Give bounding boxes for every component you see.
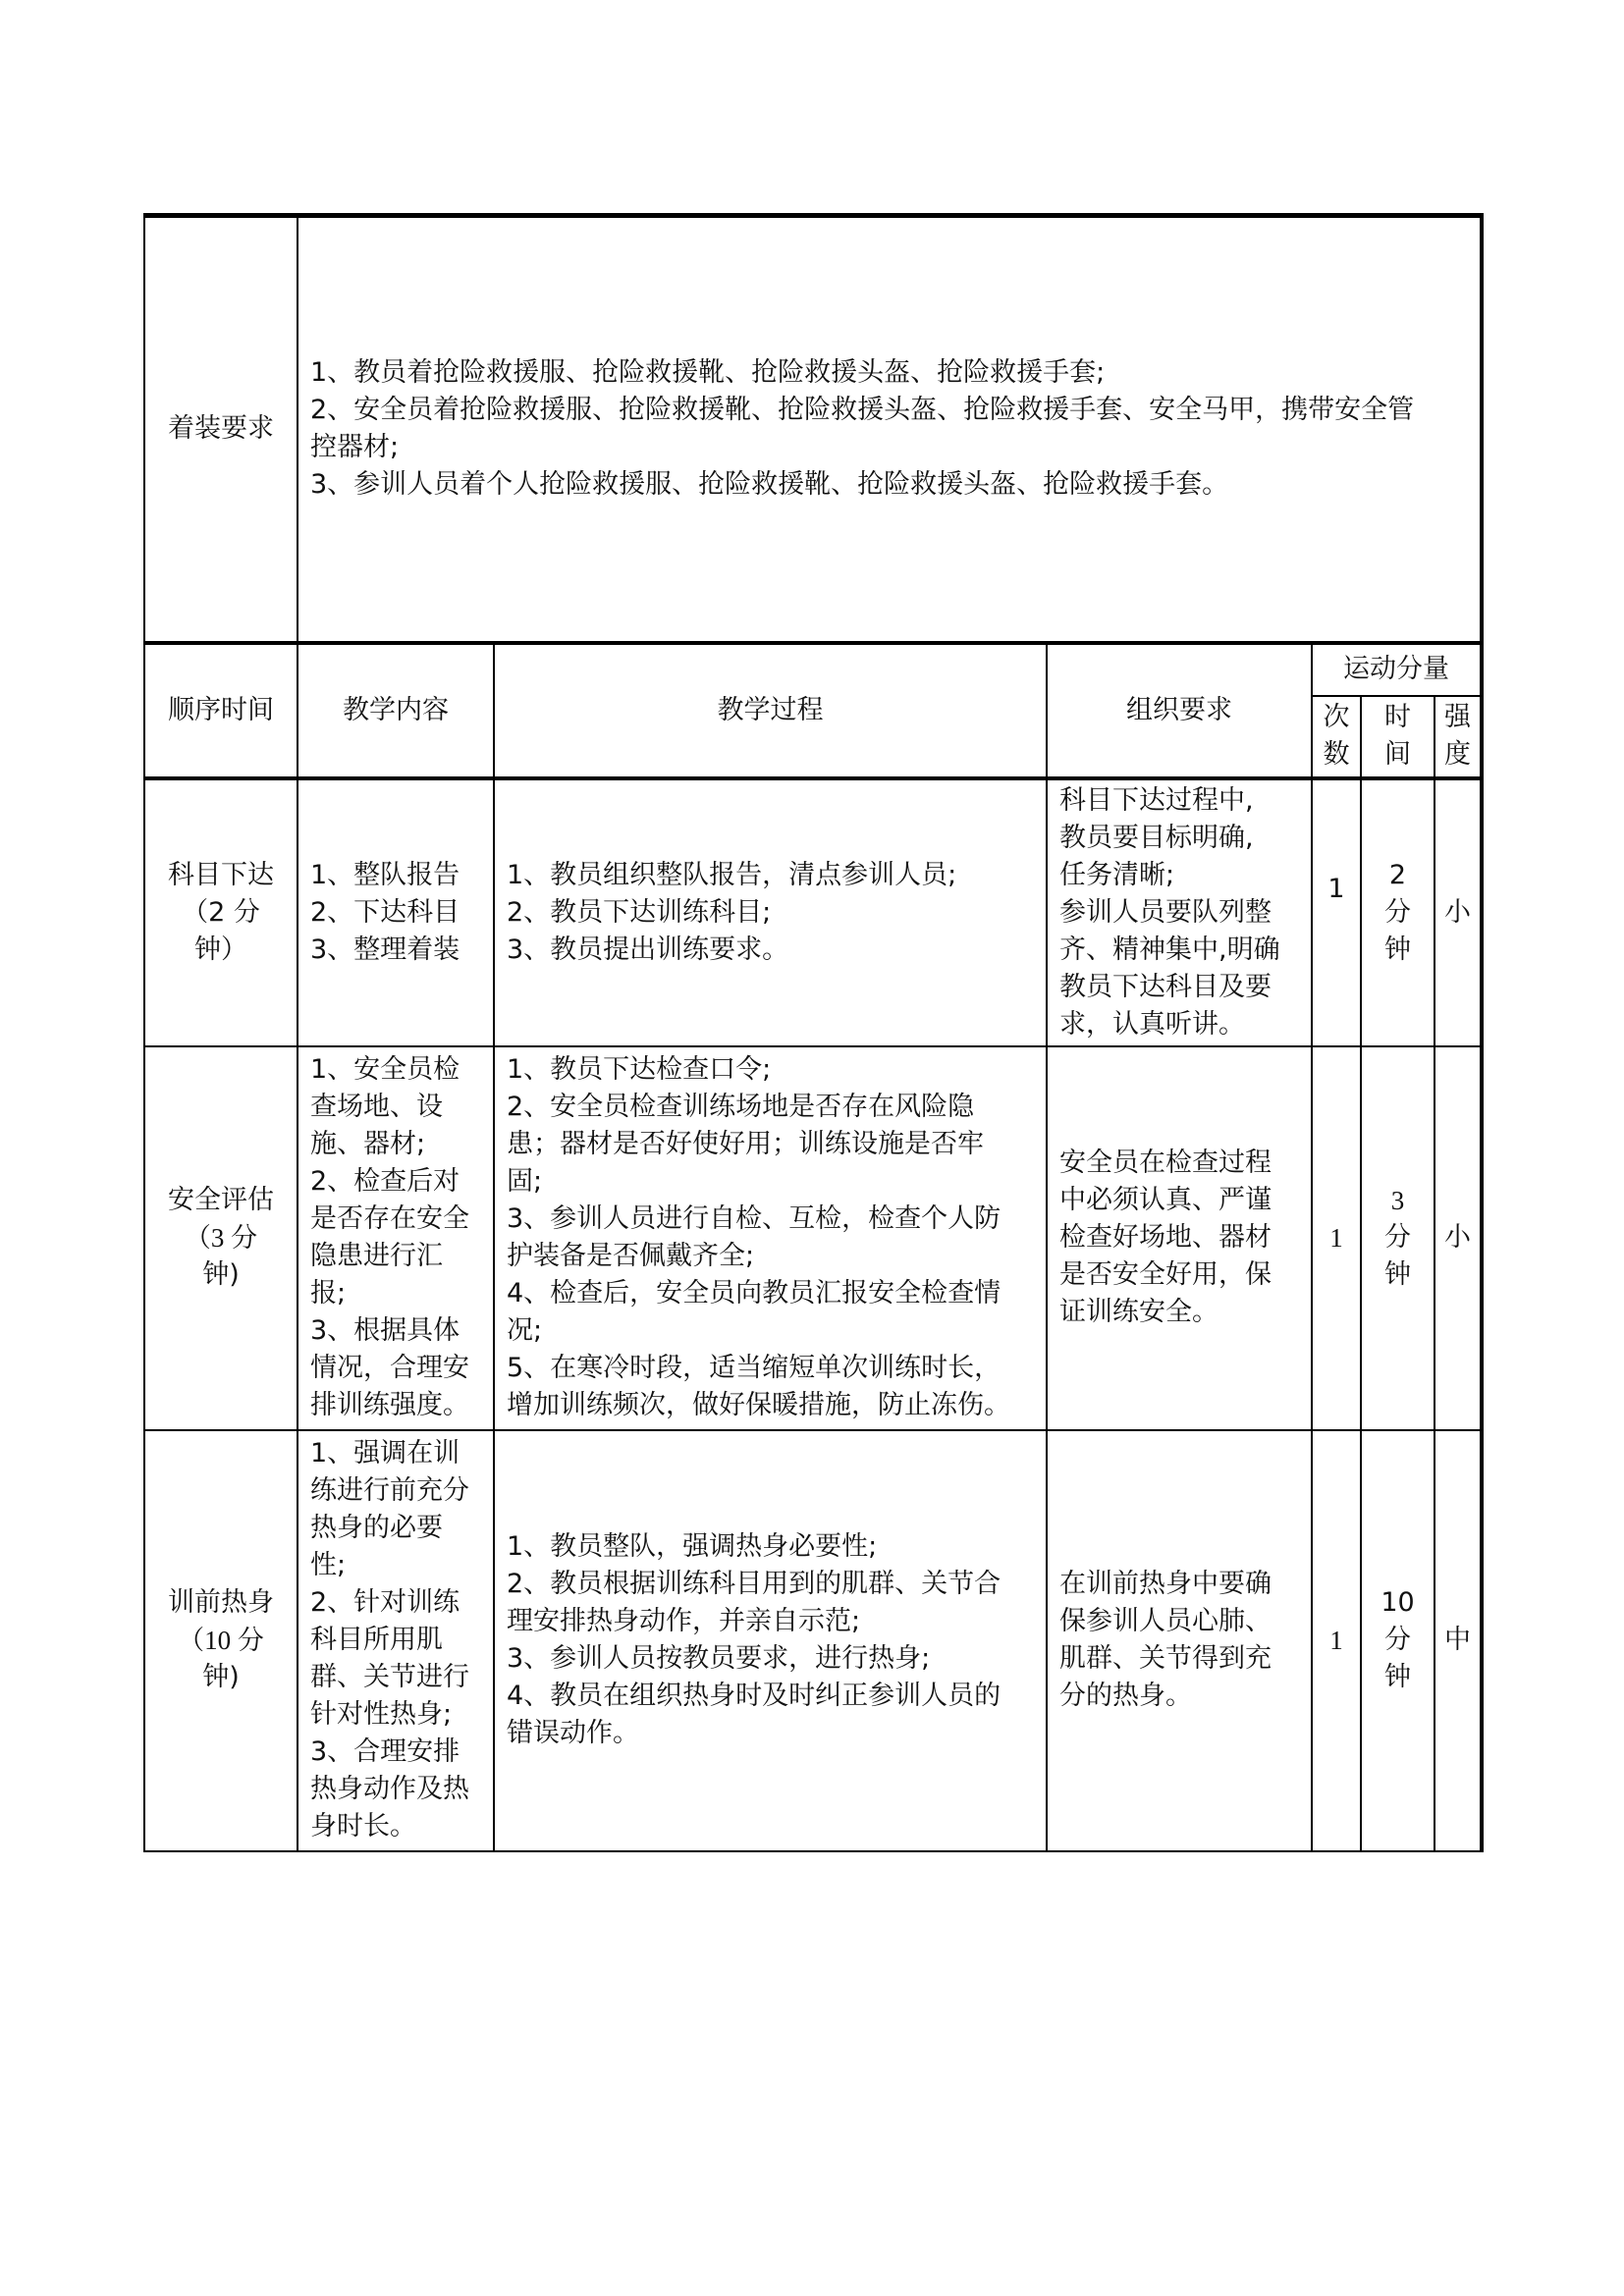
table-row xyxy=(144,1046,1482,1430)
dress-requirements xyxy=(298,216,1482,643)
row-count: 1 xyxy=(1312,1430,1361,1851)
row-count: 1 xyxy=(1312,778,1361,1046)
dress-line: 1、教员着抢险救援服、抢险救援靴、抢险救援头盔、抢险救援手套; xyxy=(310,357,1106,389)
row-content: 1、整队报告 2、下达科目 3、整理着装 xyxy=(298,778,494,1046)
header-load: 运动分量 xyxy=(1312,643,1482,696)
header-intensity: 强 度 xyxy=(1435,696,1482,778)
row-org: 科目下达过程中, 教员要目标明确, 任务清晰; 参训人员要队列整 齐、精神集中,明确 教员下达科目及要 求，认真听讲。 xyxy=(1047,778,1312,1046)
row-process: 1、教员整队，强调热身必要性; 2、教员根据训练科目用到的肌群、关节合 理安排热身动作，并亲自示范; 3、参训人员按教员要求，进行热身; 4、教员在组织热身时及时纠正参训人员的 错误动作。 xyxy=(494,1430,1047,1851)
header-org: 组织要求 xyxy=(1047,643,1312,778)
header-count: 次 数 xyxy=(1312,696,1361,778)
row-org: 安全员在检查过程 中必须认真、严谨 检查好场地、器材 是否安全好用，保 证训练安全。 xyxy=(1047,1046,1312,1430)
dress-line: 3、参训人员着个人抢险救援服、抢险救援靴、抢险救援头盔、抢险救援手套。 xyxy=(310,469,1229,501)
dress-row xyxy=(144,216,1482,643)
row-intensity: 中 xyxy=(1435,1430,1482,1851)
lesson-plan-table xyxy=(143,213,1484,1852)
header-content: 教学内容 xyxy=(298,643,494,778)
row-time: 10 分 钟 xyxy=(1361,1430,1435,1851)
row-intensity: 小 xyxy=(1435,1046,1482,1430)
row-order: 科目下达 （2 分 钟） xyxy=(144,778,298,1046)
row-order: 安全评估 （3 分 钟) xyxy=(144,1046,298,1430)
row-order: 训前热身 （10 分 钟) xyxy=(144,1430,298,1851)
header-row xyxy=(144,643,1482,696)
row-content: 1、安全员检 查场地、设 施、器材; 2、检查后对 是否存在安全 隐患进行汇 报; 3、根据具体 情况，合理安 排训练强度。 xyxy=(298,1046,494,1430)
row-content: 1、强调在训 练进行前充分 热身的必要 性; 2、针对训练 科目所用肌 群、关节进行 针对性热身; 3、合理安排 热身动作及热 身时长。 xyxy=(298,1430,494,1851)
row-process: 1、教员组织整队报告，清点参训人员; 2、教员下达训练科目; 3、教员提出训练要求。 xyxy=(494,778,1047,1046)
row-time: 2 分 钟 xyxy=(1361,778,1435,1046)
table-row xyxy=(144,778,1482,1046)
header-process: 教学过程 xyxy=(494,643,1047,778)
table-row xyxy=(144,1430,1482,1851)
dress-line: 2、安全员着抢险救援服、抢险救援靴、抢险救援头盔、抢险救援手套、安全马甲，携带安全管 xyxy=(310,395,1415,426)
row-org: 在训前热身中要确 保参训人员心肺、 肌群、关节得到充 分的热身。 xyxy=(1047,1430,1312,1851)
row-time: 3 分 钟 xyxy=(1361,1046,1435,1430)
row-intensity: 小 xyxy=(1435,778,1482,1046)
row-count: 1 xyxy=(1312,1046,1361,1430)
dress-line: 控器材; xyxy=(310,432,400,463)
header-order-time: 顺序时间 xyxy=(144,643,298,778)
header-time: 时 间 xyxy=(1361,696,1435,778)
row-process: 1、教员下达检查口令; 2、安全员检查训练场地是否存在风险隐 患；器材是否好使好用；训练设施是否牢 固; 3、参训人员进行自检、互检，检查个人防 护装备是否佩戴齐全; 4、检查后，安全员向教员汇报安全检查情 况; 5、在寒冷时段，适当缩短单次训练时长， 增加训练频次，做好保暖措施，防止冻伤。 xyxy=(494,1046,1047,1430)
dress-label: 着装要求 xyxy=(144,216,298,643)
